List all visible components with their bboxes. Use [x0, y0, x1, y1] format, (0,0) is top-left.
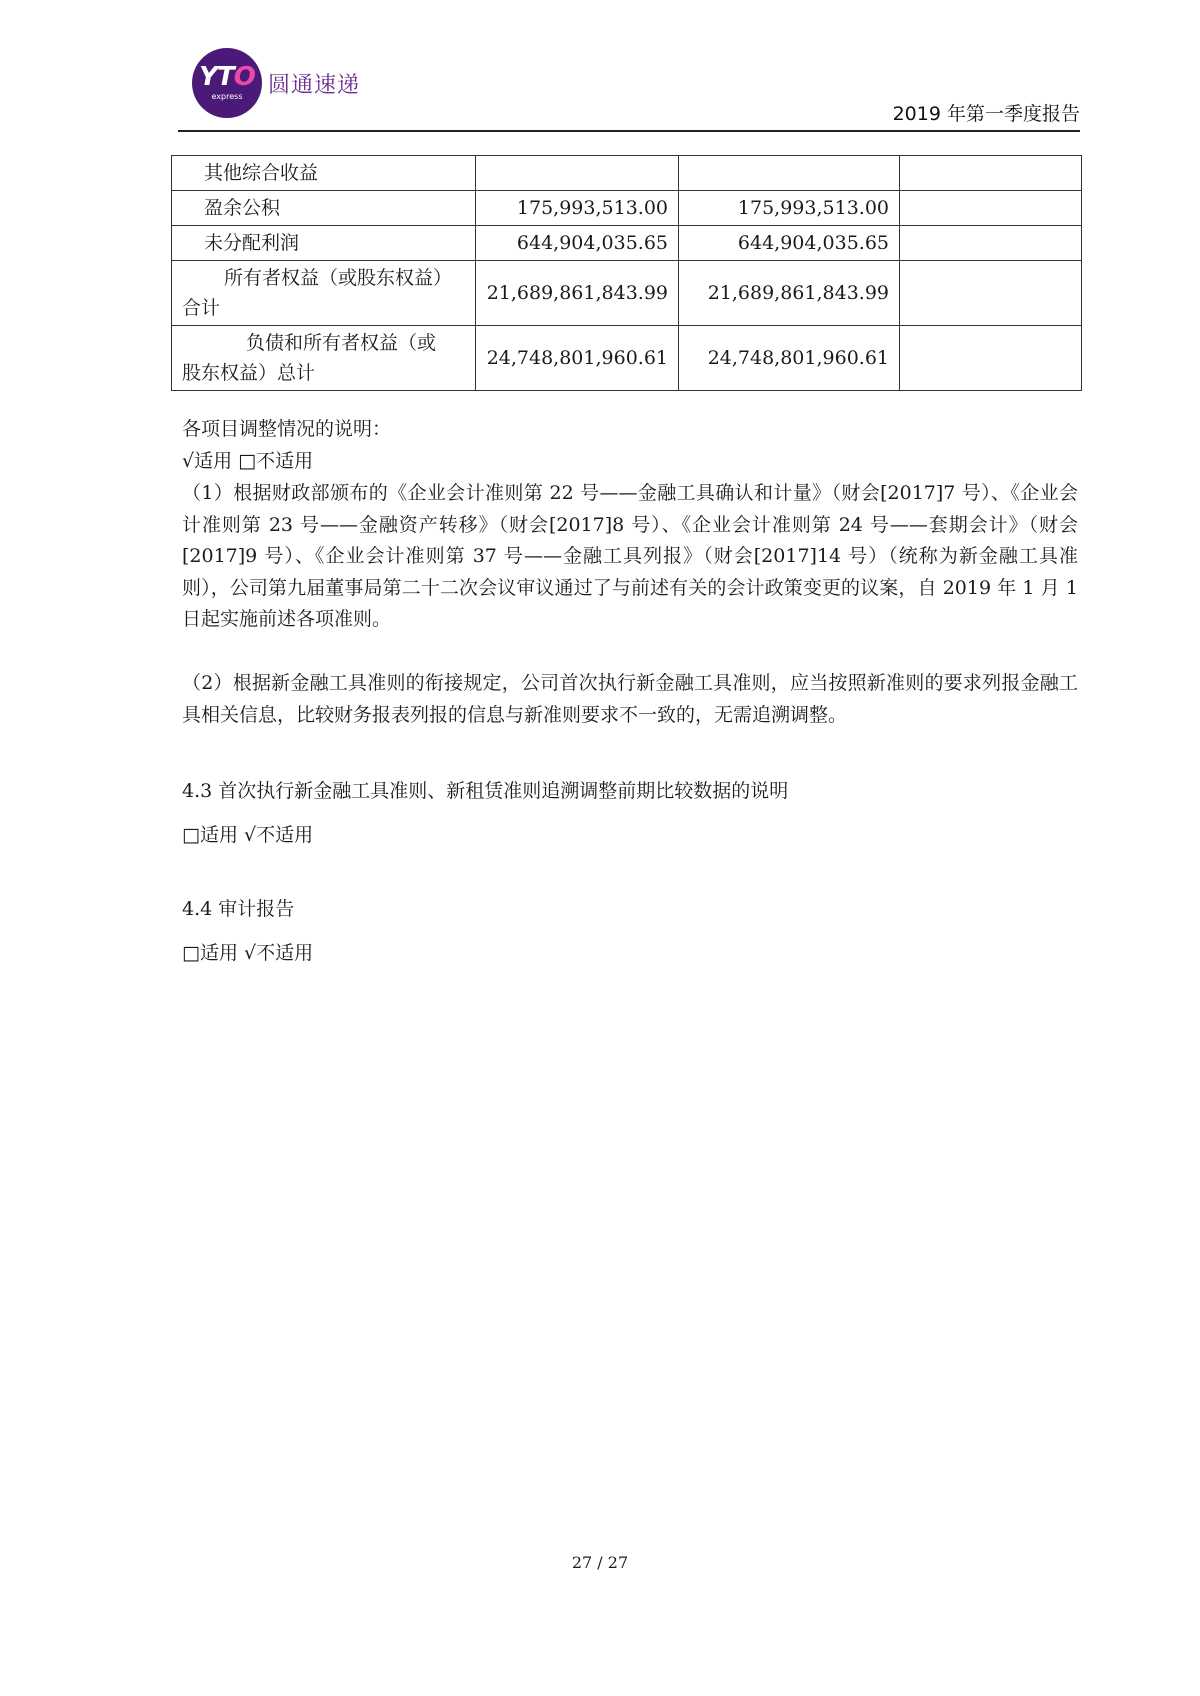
- row-item-label: 负债和所有者权益（或 股东权益）总计: [172, 326, 476, 391]
- row-adjustment: [900, 226, 1082, 261]
- section-4-3-title: 4.3 首次执行新金融工具准则、新租赁准则追溯调整前期比较数据的说明: [182, 780, 789, 802]
- notes-paragraph-2: （2）根据新金融工具准则的衔接规定，公司首次执行新金融工具准则，应当按照新准则的要求列报金融工具相关信息，比较财务报表列报的信息与新准则要求不一致的，无需追溯调整。: [182, 672, 1078, 726]
- row-value: 644,904,035.65: [679, 226, 900, 261]
- row-value: 21,689,861,843.99: [679, 261, 900, 326]
- row-item-label: 所有者权益（或股东权益） 合计: [172, 261, 476, 326]
- notes-applicable-checkbox: √适用 □不适用: [182, 450, 314, 472]
- report-title: 2019 年第一季度报告: [892, 103, 1080, 125]
- section-4-3-applicable-checkbox: □适用 √不适用: [182, 824, 314, 846]
- row-item-label: 盈余公积: [172, 191, 476, 226]
- logo-emblem: [192, 48, 262, 118]
- notes-paragraph-1: （1）根据财政部颁布的《企业会计准则第 22 号——金融工具确认和计量》（财会[2017]7 号）、《企业会计准则第 23 号——金融资产转移》（财会[2017]8 号）、《企业会计准则第 24 号——套期会计》（财会[2017]9 号）、《企业会计准则第 37 号——金融工具列报》（财会[2017]14 号）（统称为新金融工具准则），公司第九届董事局第二十二次会议审议通过了与前述有关的会计政策变更的议案，自 2019 年 1 月 1 日起实施前述各项准则。: [182, 482, 1078, 630]
- logo-mark: YTO: [199, 62, 255, 92]
- table-row: [172, 261, 1082, 326]
- notes-heading: 各项目调整情况的说明：: [182, 418, 392, 440]
- balance-sheet-table: [171, 155, 1082, 391]
- logo-company-name: 圆通速递: [268, 72, 361, 98]
- table-row: [172, 191, 1082, 226]
- row-adjustment: [900, 191, 1082, 226]
- row-value: 644,904,035.65: [476, 226, 679, 261]
- row-value: 175,993,513.00: [679, 191, 900, 226]
- page-number: 27 / 27: [571, 1553, 629, 1572]
- row-adjustment: [900, 261, 1082, 326]
- table-row: [172, 226, 1082, 261]
- row-value: 24,748,801,960.61: [476, 326, 679, 391]
- row-value: [476, 156, 679, 191]
- section-4-4-title: 4.4 审计报告: [182, 898, 295, 920]
- row-value: 175,993,513.00: [476, 191, 679, 226]
- row-value: 24,748,801,960.61: [679, 326, 900, 391]
- row-adjustment: [900, 156, 1082, 191]
- page-header: [178, 46, 1080, 132]
- table-row: [172, 326, 1082, 391]
- row-item-label: 未分配利润: [172, 226, 476, 261]
- company-logo: [192, 48, 360, 118]
- row-value: 21,689,861,843.99: [476, 261, 679, 326]
- logo-subtext: express: [211, 92, 243, 101]
- row-item-label: 其他综合收益: [172, 156, 476, 191]
- table-row: [172, 156, 1082, 191]
- row-value: [679, 156, 900, 191]
- row-adjustment: [900, 326, 1082, 391]
- section-4-4-applicable-checkbox: □适用 √不适用: [182, 942, 314, 964]
